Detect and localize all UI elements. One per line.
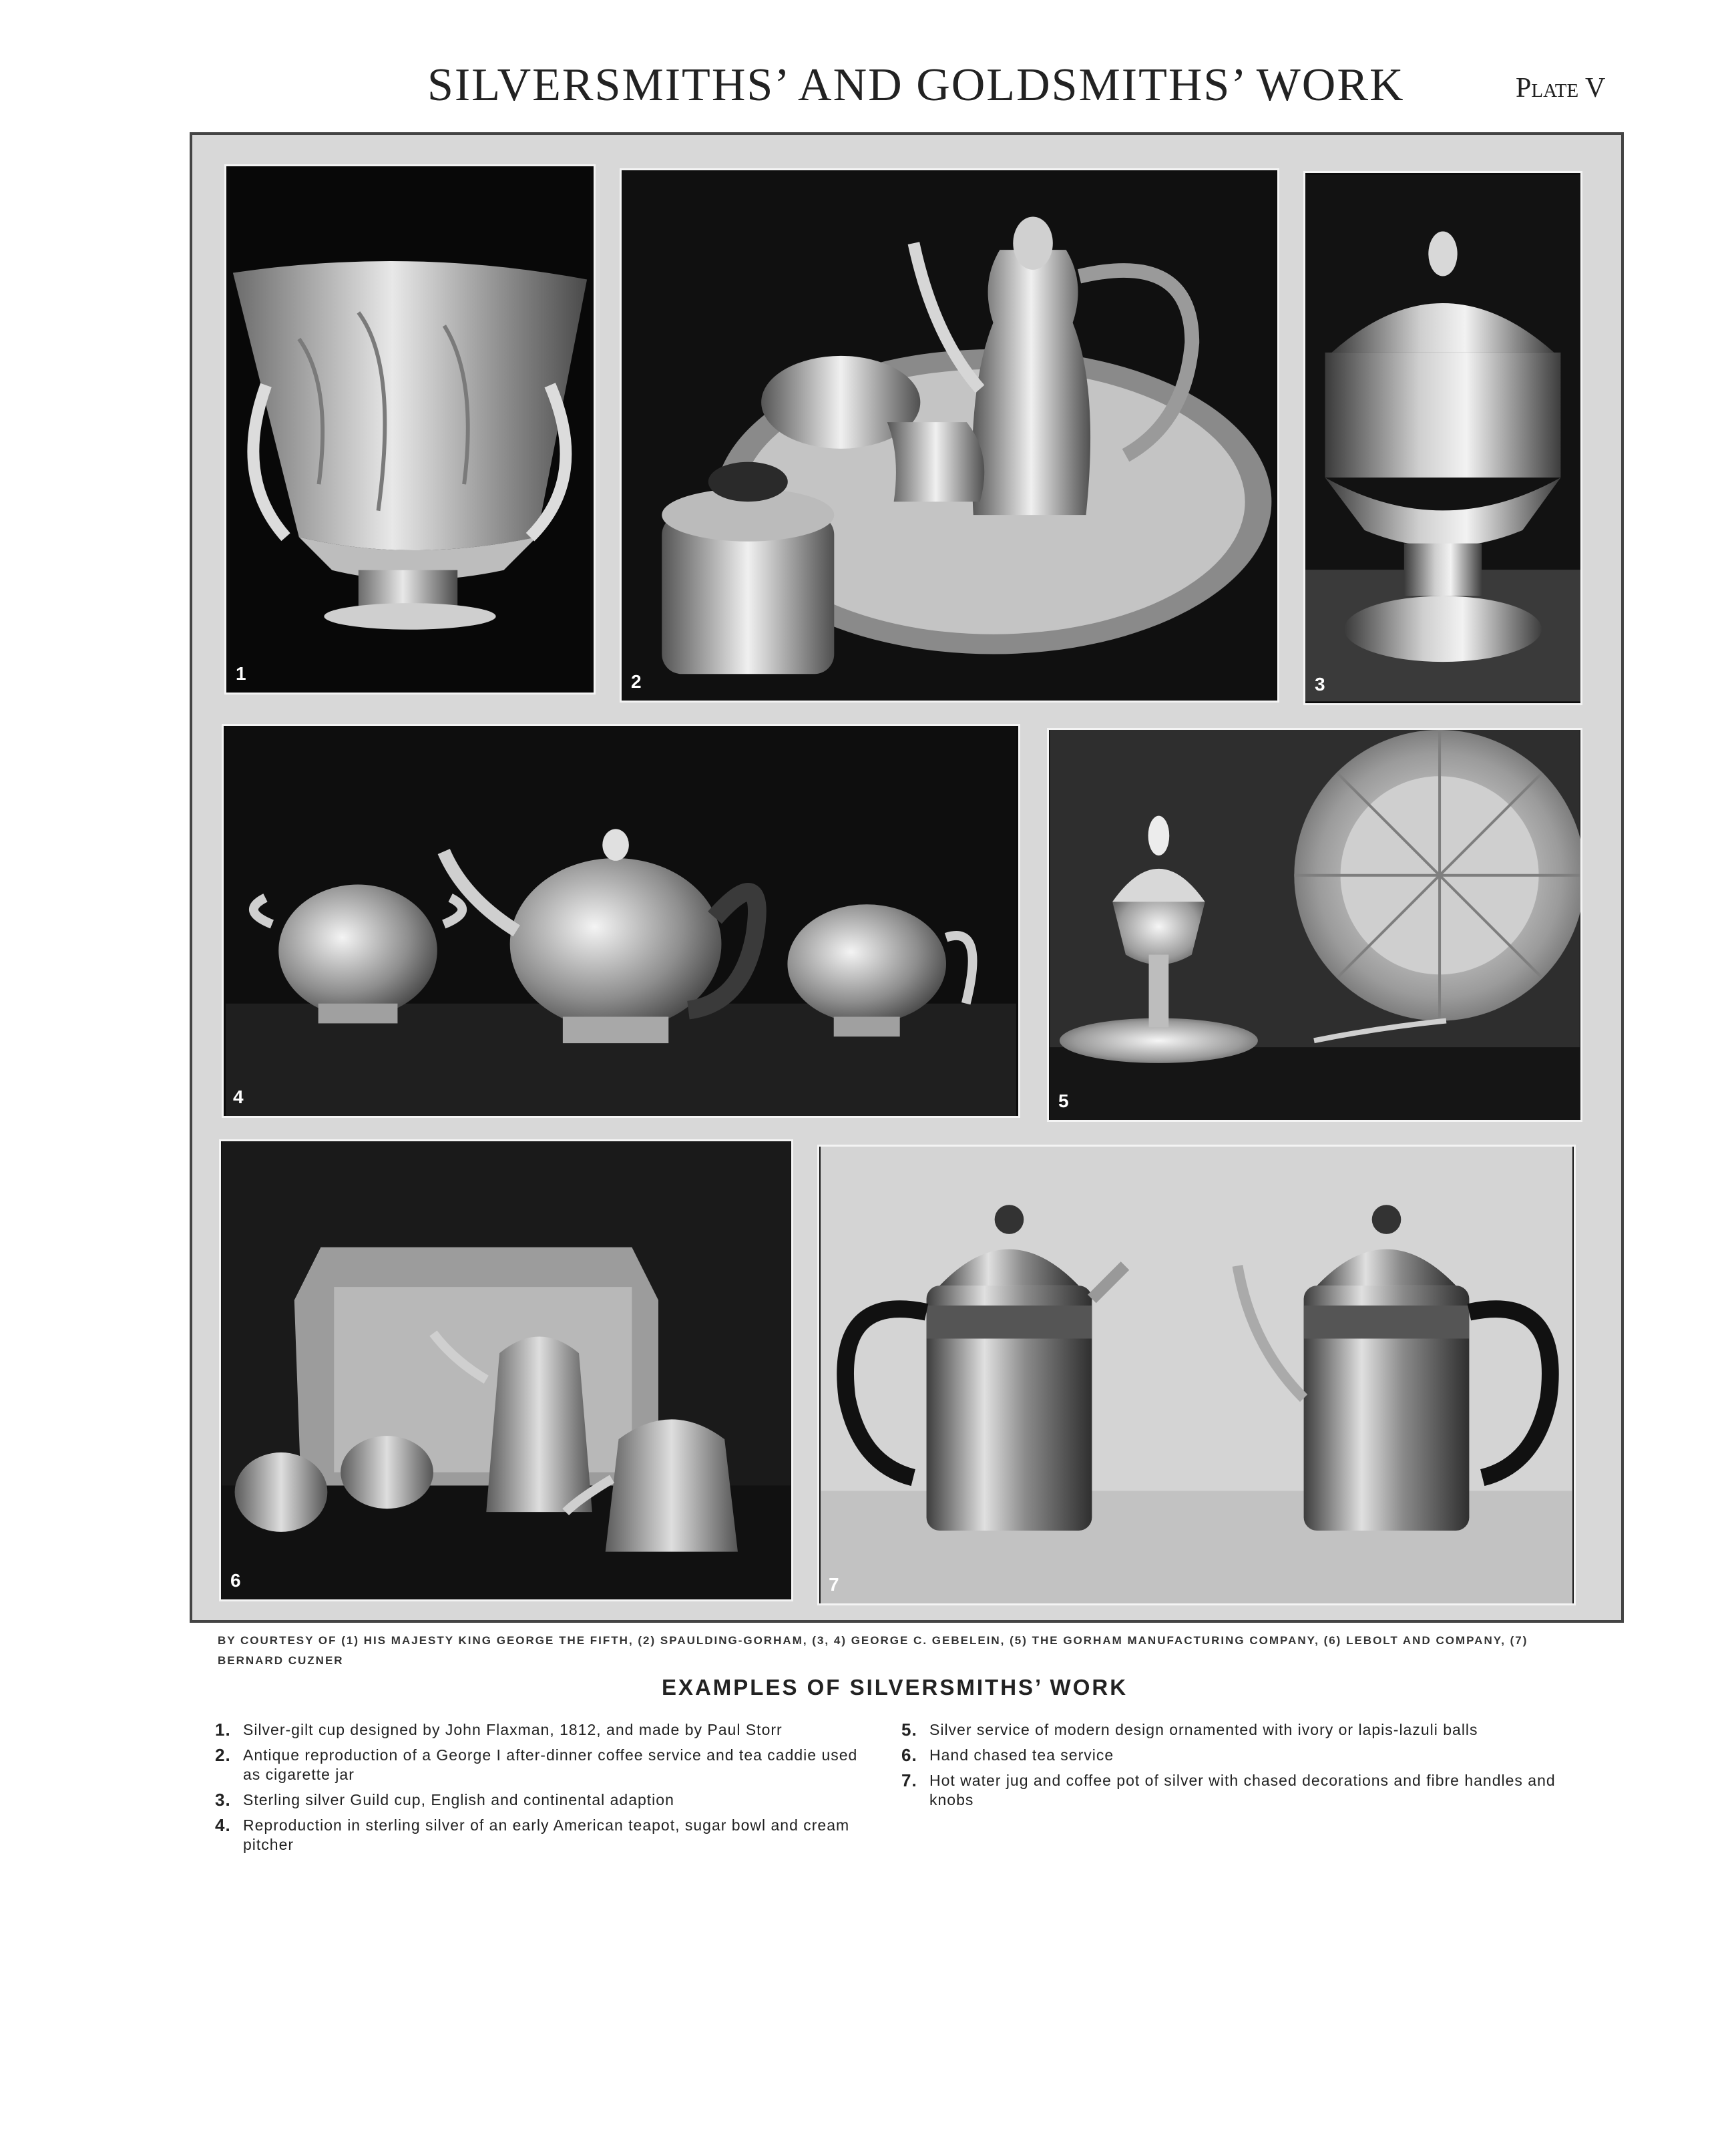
photo-credits: BY COURTESY OF (1) HIS MAJESTY KING GEORGE THE FIFTH, (2) SPAULDING-GORHAM, (3, 4) GEORGE C. GEBELEIN, (5) THE GORHAM MANUFACTURING COMPANY, (6) LEBOLT AND COMPANY, (7) BERNARD CUZNER [218,1634,1528,1667]
caption-number: 3. [215,1790,231,1810]
caption-number: 7. [901,1770,917,1790]
hot-water-jug-and-coffee-pot-illustration [819,1147,1574,1603]
captions-left-column [215,1720,876,1861]
caption-text: Silver service of modern design ornamented with ivory or lapis-lazuli balls [929,1721,1478,1738]
american-teapot-set-illustration [224,726,1018,1116]
silver-gilt-cup-illustration [226,166,594,693]
caption-item [215,1790,876,1810]
photo-number-5: 5 [1058,1091,1069,1111]
caption-number: 1. [215,1720,231,1740]
photo-plate [190,132,1624,1623]
plate-label: Plate V [1516,73,1606,104]
caption-text: Hot water jug and coffee pot of silver with chased decorations and fibre handles and knobs [929,1772,1556,1808]
caption-text: Hand chased tea service [929,1746,1114,1764]
caption-text: Antique reproduction of a George I after-dinner coffee service and tea caddie used as cigarette jar [243,1746,858,1783]
caption-text: Sterling silver Guild cup, English and continental adaption [243,1791,674,1808]
caption-text: Reproduction in sterling silver of an early American teapot, sugar bowl and cream pitcher [243,1816,850,1853]
coffee-service-illustration [622,170,1277,701]
caption-number: 2. [215,1745,231,1765]
modern-service-illustration [1049,730,1580,1120]
photo-guild-cup [1303,171,1582,705]
section-heading: EXAMPLES OF SILVERSMITHS’ WORK [661,1675,1128,1700]
caption-number: 6. [901,1745,917,1765]
photo-hot-water-jug-and-coffee-pot [817,1145,1576,1605]
caption-text: Silver-gilt cup designed by John Flaxman, 1812, and made by Paul Storr [243,1721,783,1738]
photo-silver-gilt-cup [224,164,596,695]
caption-item [901,1771,1562,1810]
photo-number-3: 3 [1315,674,1325,695]
photo-number-1: 1 [236,663,246,684]
caption-item [901,1720,1562,1740]
caption-item [215,1816,876,1855]
caption-number: 4. [215,1815,231,1835]
hand-chased-tea-service-illustration [221,1141,791,1599]
photo-number-6: 6 [230,1570,241,1591]
caption-item [215,1720,876,1740]
photo-modern-service [1047,728,1582,1122]
photo-hand-chased-tea-service [219,1139,793,1601]
photo-american-teapot-set [222,724,1020,1118]
caption-number: 5. [901,1720,917,1740]
caption-item [215,1746,876,1784]
photo-coffee-service [620,168,1279,703]
photo-number-7: 7 [829,1574,839,1595]
page-title: SILVERSMITHS’ AND GOLDSMITHS’ WORK [427,59,1405,111]
captions-right-column [901,1720,1562,1816]
photo-number-2: 2 [631,671,642,692]
guild-cup-illustration [1305,173,1580,703]
caption-item [901,1746,1562,1765]
photo-number-4: 4 [233,1087,244,1107]
